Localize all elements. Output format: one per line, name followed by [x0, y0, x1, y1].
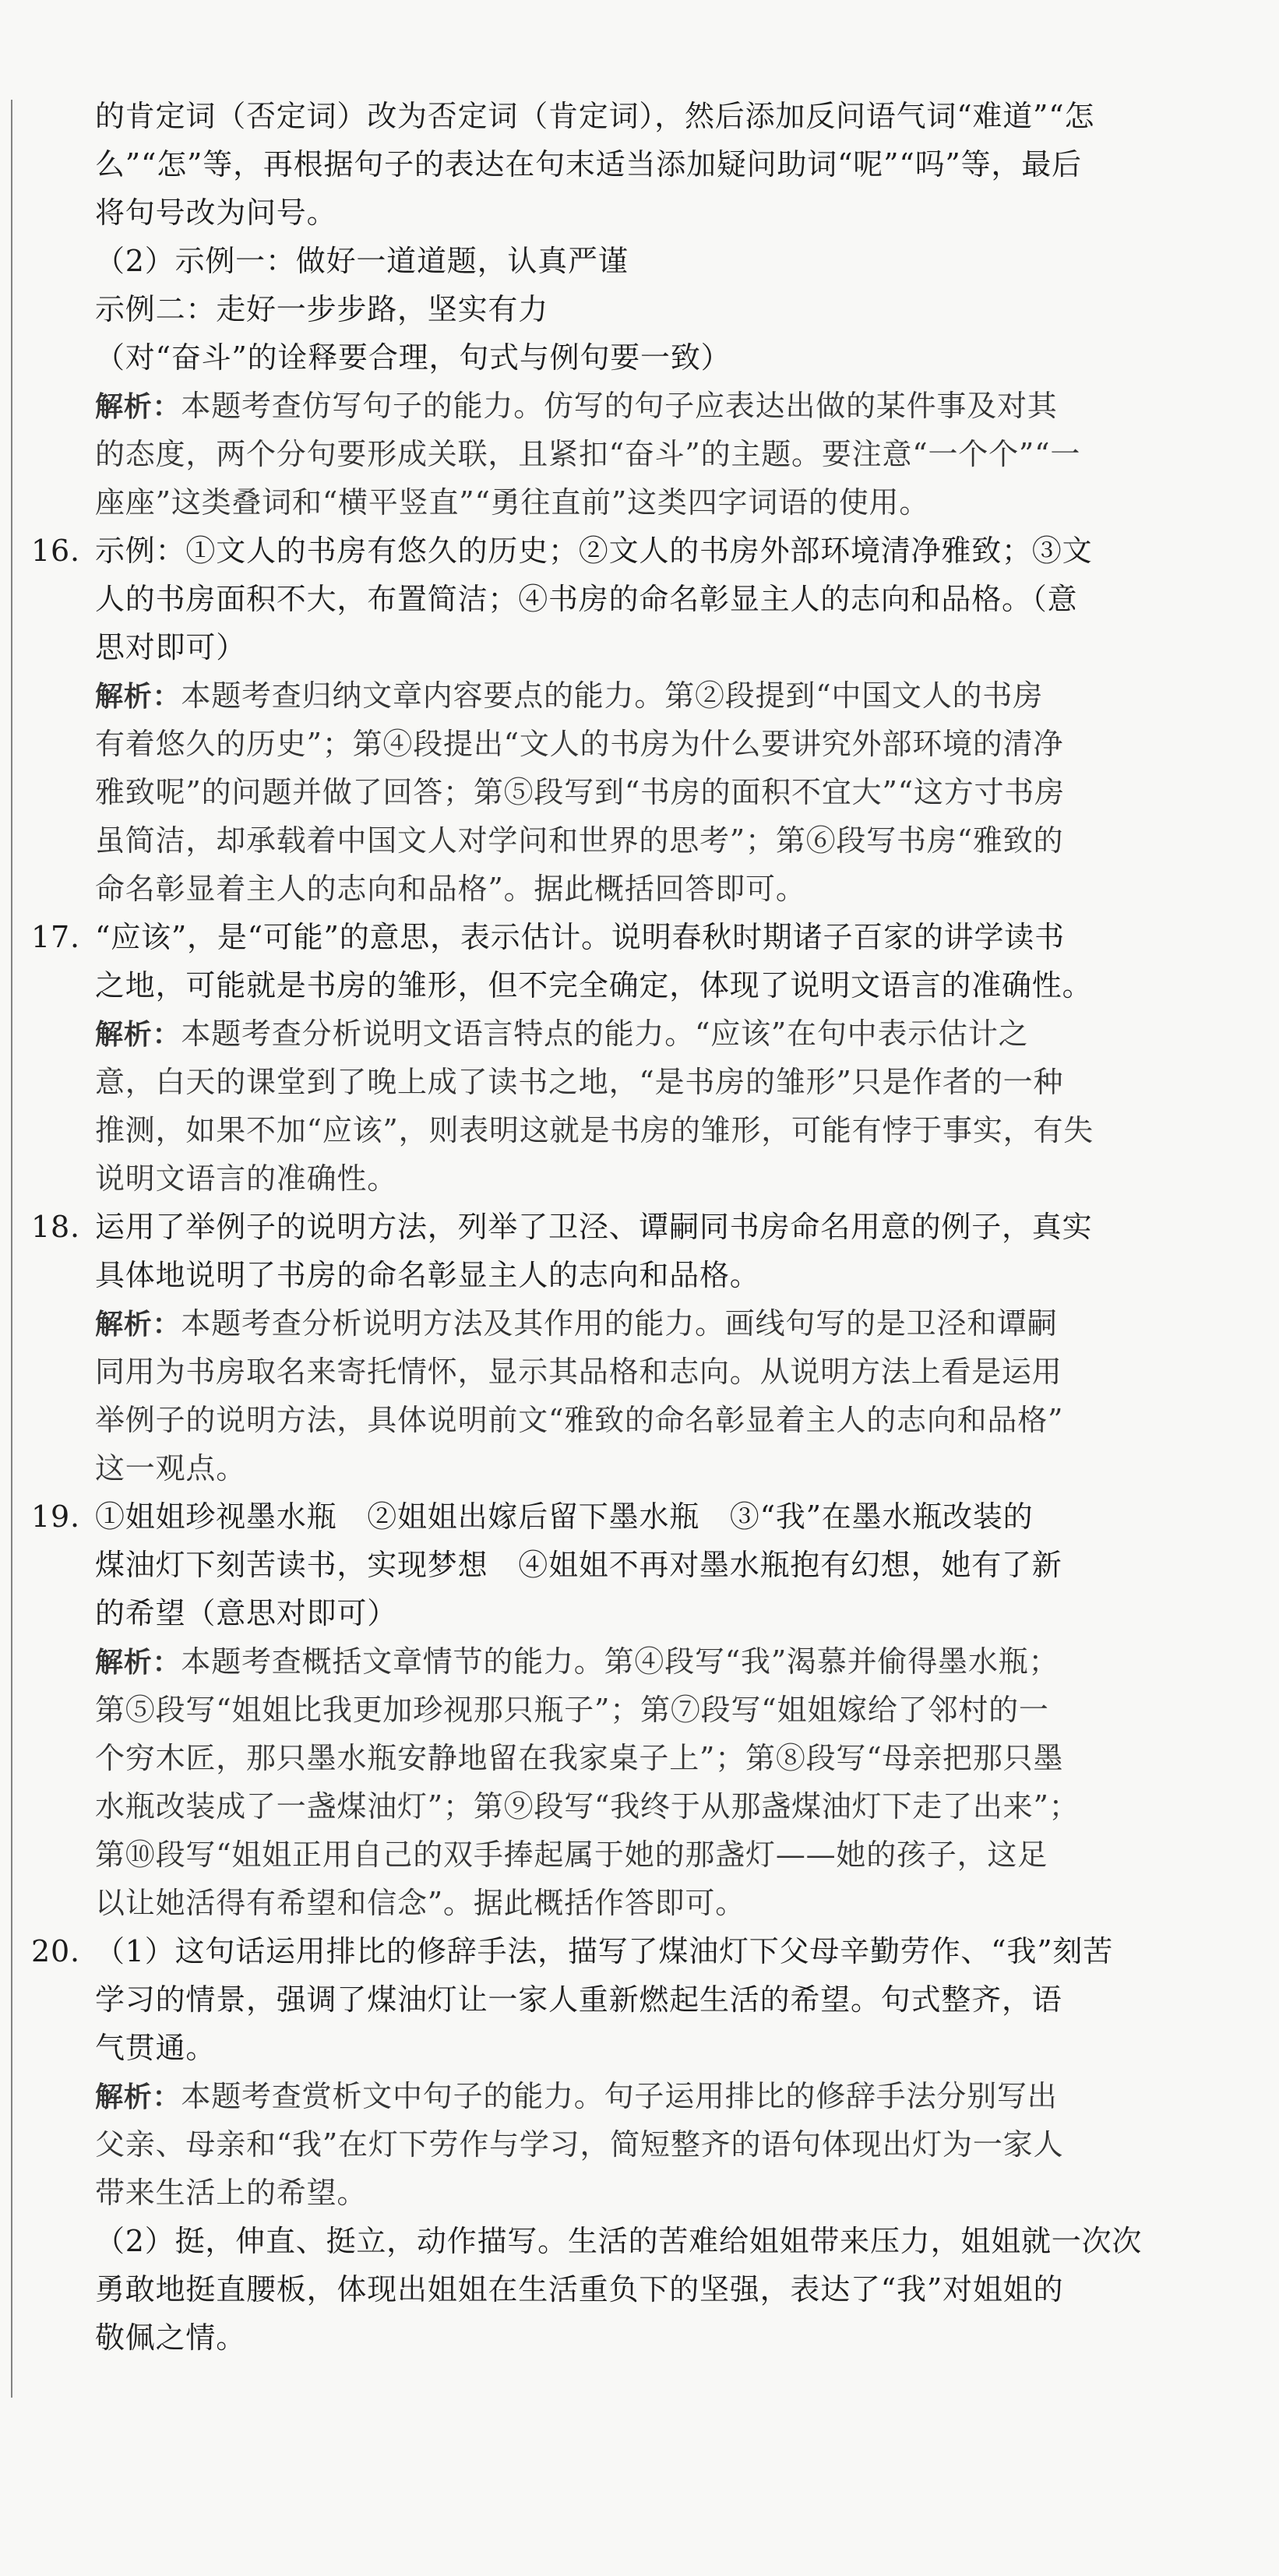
analysis-line — [31, 1396, 1192, 1444]
line-text: 命名彰显着主人的志向和品格”。据此概括回答即可。 — [95, 872, 806, 906]
line-text: ①姐姐珍视墨水瓶 ②姐姐出嫁后留下墨水瓶 ③“我”在墨水瓶改装的 — [95, 1499, 1034, 1534]
answer-content — [31, 92, 1192, 2377]
analysis-line — [31, 2120, 1192, 2169]
line-text: 气贯通。 — [95, 2031, 217, 2065]
text-line — [31, 961, 1192, 1010]
analysis-label: 解析： — [95, 2081, 181, 2113]
analysis-line — [31, 1010, 1192, 1058]
question-number: 16. — [31, 534, 80, 568]
text-line — [31, 623, 1192, 671]
line-text: （2）示例一：做好一道道题，认真严谨 — [95, 244, 629, 278]
line-text: 以让她活得有希望和信念”。据此概括作答即可。 — [95, 1886, 746, 1920]
analysis-line — [31, 1734, 1192, 1782]
line-text: 人的书房面积不大，布置简洁；④书房的命名彰显主人的志向和品格。（意 — [95, 582, 1078, 616]
line-text: 本题考查仿写句子的能力。仿写的句子应表达出做的某件事及对其 — [181, 389, 1058, 423]
line-text: 第⑤段写“姐姐比我更加珍视那只瓶子”；第⑦段写“姐姐嫁给了邻村的一 — [95, 1693, 1049, 1727]
line-text: （对“奋斗”的诠释要合理，句式与例句要一致） — [95, 340, 731, 375]
analysis-line — [31, 1154, 1192, 1203]
line-text: 的态度，两个分句要形成关联，且紧扣“奋斗”的主题。要注意“一个个”“一 — [95, 437, 1081, 471]
analysis-line — [31, 720, 1192, 768]
analysis-line — [31, 1299, 1192, 1348]
question-number: 17. — [31, 920, 80, 954]
line-text: 敬佩之情。 — [95, 2321, 247, 2355]
text-line — [31, 1589, 1192, 1637]
analysis-line — [31, 1686, 1192, 1734]
question-17-line — [31, 913, 1192, 961]
text-line — [31, 2313, 1192, 2362]
text-line — [31, 237, 1192, 285]
line-text: “应该”，是“可能”的意思，表示估计。说明春秋时期诸子百家的讲学读书 — [95, 920, 1065, 954]
analysis-line — [31, 2169, 1192, 2217]
line-text: 意，白天的课堂到了晚上成了读书之地，“是书房的雏形”只是作者的一种 — [95, 1065, 1064, 1099]
line-text: 父亲、母亲和“我”在灯下劳作与学习，简短整齐的语句体现出灯为一家人 — [95, 2127, 1064, 2162]
line-text: 本题考查分析说明方法及其作用的能力。画线句写的是卫泾和谭嗣 — [181, 1306, 1058, 1341]
analysis-line — [31, 1637, 1192, 1686]
question-19-line — [31, 1492, 1192, 1541]
text-line — [31, 189, 1192, 237]
line-text: 虽简洁，却承载着中国文人对学问和世界的思考”；第⑥段写书房“雅致的 — [95, 823, 1064, 858]
text-line — [31, 2024, 1192, 2072]
analysis-line — [31, 2072, 1192, 2120]
line-text: 本题考查概括文章情节的能力。第④段写“我”渴慕并偷得墨水瓶； — [181, 1644, 1059, 1679]
line-text: 学习的情景，强调了煤油灯让一家人重新燃起生活的希望。句式整齐，语 — [95, 1982, 1062, 2017]
line-text: 举例子的说明方法，具体说明前文“雅致的命名彰显着主人的志向和品格” — [95, 1403, 1064, 1437]
line-text: 的希望（意思对即可） — [95, 1596, 398, 1630]
bottom-spacer — [31, 2362, 1192, 2377]
analysis-line — [31, 1879, 1192, 1927]
line-text: 煤油灯下刻苦读书，实现梦想 ④姐姐不再对墨水瓶抱有幻想，她有了新 — [95, 1548, 1062, 1582]
text-line — [31, 1251, 1192, 1299]
line-text: 雅致呢”的问题并做了回答；第⑤段写到“书房的面积不宜大”“这方寸书房 — [95, 775, 1065, 809]
analysis-line — [31, 382, 1192, 430]
question-number: 19. — [31, 1499, 80, 1534]
analysis-line — [31, 671, 1192, 720]
line-text: 本题考查赏析文中句子的能力。句子运用排比的修辞手法分别写出 — [181, 2079, 1058, 2113]
line-text: 同用为书房取名来寄托情怀，显示其品格和志向。从说明方法上看是运用 — [95, 1355, 1062, 1389]
analysis-label: 解析： — [95, 1647, 181, 1679]
text-line — [31, 1975, 1192, 2024]
analysis-line — [31, 865, 1192, 913]
line-text: 有着悠久的历史”；第④段提出“文人的书房为什么要讲究外部环境的清净 — [95, 727, 1064, 761]
analysis-line — [31, 768, 1192, 816]
line-text: （1）这句话运用排比的修辞手法，描写了煤油灯下父母辛勤劳作、“我”刻苦 — [95, 1934, 1114, 1968]
analysis-label: 解析： — [95, 391, 181, 423]
line-text: 这一观点。 — [95, 1451, 247, 1485]
line-text: 的肯定词（否定词）改为否定词（肯定词），然后添加反问语气词“难道”“怎 — [95, 99, 1095, 133]
text-line — [31, 92, 1192, 140]
line-text: 个穷木匠，那只墨水瓶安静地留在我家桌子上”；第⑧段写“母亲把那只墨 — [95, 1741, 1064, 1775]
line-text: 推测，如果不加“应该”，则表明这就是书房的雏形，可能有悖于事实，有失 — [95, 1113, 1094, 1147]
analysis-label: 解析： — [95, 1309, 181, 1341]
question-number: 20. — [31, 1934, 80, 1968]
analysis-line — [31, 1348, 1192, 1396]
line-text: 勇敢地挺直腰板，体现出姐姐在生活重负下的坚强，表达了“我”对姐姐的 — [95, 2272, 1064, 2306]
line-text: 带来生活上的希望。 — [95, 2176, 368, 2210]
line-text: 之地，可能就是书房的雏形，但不完全确定，体现了说明文语言的准确性。 — [95, 968, 1093, 1003]
question-20-line — [31, 1927, 1192, 1975]
line-text: （2）挺，伸直、挺立，动作描写。生活的苦难给姐姐带来压力，姐姐就一次次 — [95, 2224, 1143, 2258]
analysis-line — [31, 1782, 1192, 1831]
text-line — [31, 1541, 1192, 1589]
question-number: 18. — [31, 1210, 80, 1244]
text-line — [31, 140, 1192, 189]
line-text: 本题考查分析说明文语言特点的能力。“应该”在句中表示估计之 — [181, 1017, 1029, 1051]
line-text: 本题考查归纳文章内容要点的能力。第②段提到“中国文人的书房 — [181, 678, 1044, 713]
analysis-line — [31, 478, 1192, 527]
question-18-line — [31, 1203, 1192, 1251]
text-line — [31, 2217, 1192, 2265]
line-text: 水瓶改装成了一盏煤油灯”；第⑨段写“我终于从那盏煤油灯下走了出来”； — [95, 1789, 1080, 1824]
analysis-line — [31, 1106, 1192, 1154]
line-text: 第⑩段写“姐姐正用自己的双手捧起属于她的那盏灯——她的孩子，这足 — [95, 1838, 1048, 1872]
line-text: 思对即可） — [95, 630, 247, 664]
text-line — [31, 2265, 1192, 2313]
text-line — [31, 333, 1192, 382]
line-text: 运用了举例子的说明方法，列举了卫泾、谭嗣同书房命名用意的例子，真实 — [95, 1210, 1093, 1244]
text-line — [31, 575, 1192, 623]
text-line — [31, 285, 1192, 333]
line-text: 么”“怎”等，再根据句子的表达在句末适当添加疑问助词“呢”“吗”等，最后 — [95, 147, 1082, 181]
analysis-line — [31, 1444, 1192, 1492]
analysis-label: 解析： — [95, 1019, 181, 1051]
left-margin-rule — [11, 100, 12, 2398]
analysis-line — [31, 430, 1192, 478]
question-16-line — [31, 527, 1192, 575]
analysis-line — [31, 816, 1192, 865]
line-text: 座座”这类叠词和“横平竖直”“勇往直前”这类四字词语的使用。 — [95, 485, 930, 520]
analysis-line — [31, 1831, 1192, 1879]
analysis-label: 解析： — [95, 681, 181, 713]
line-text: 示例二：走好一步步路，坚实有力 — [95, 292, 549, 326]
line-text: 示例：①文人的书房有悠久的历史；②文人的书房外部环境清净雅致；③文 — [95, 534, 1093, 568]
line-text: 具体地说明了书房的命名彰显主人的志向和品格。 — [95, 1258, 760, 1292]
line-text: 说明文语言的准确性。 — [95, 1161, 398, 1196]
line-text: 将句号改为问号。 — [95, 196, 337, 230]
analysis-line — [31, 1058, 1192, 1106]
